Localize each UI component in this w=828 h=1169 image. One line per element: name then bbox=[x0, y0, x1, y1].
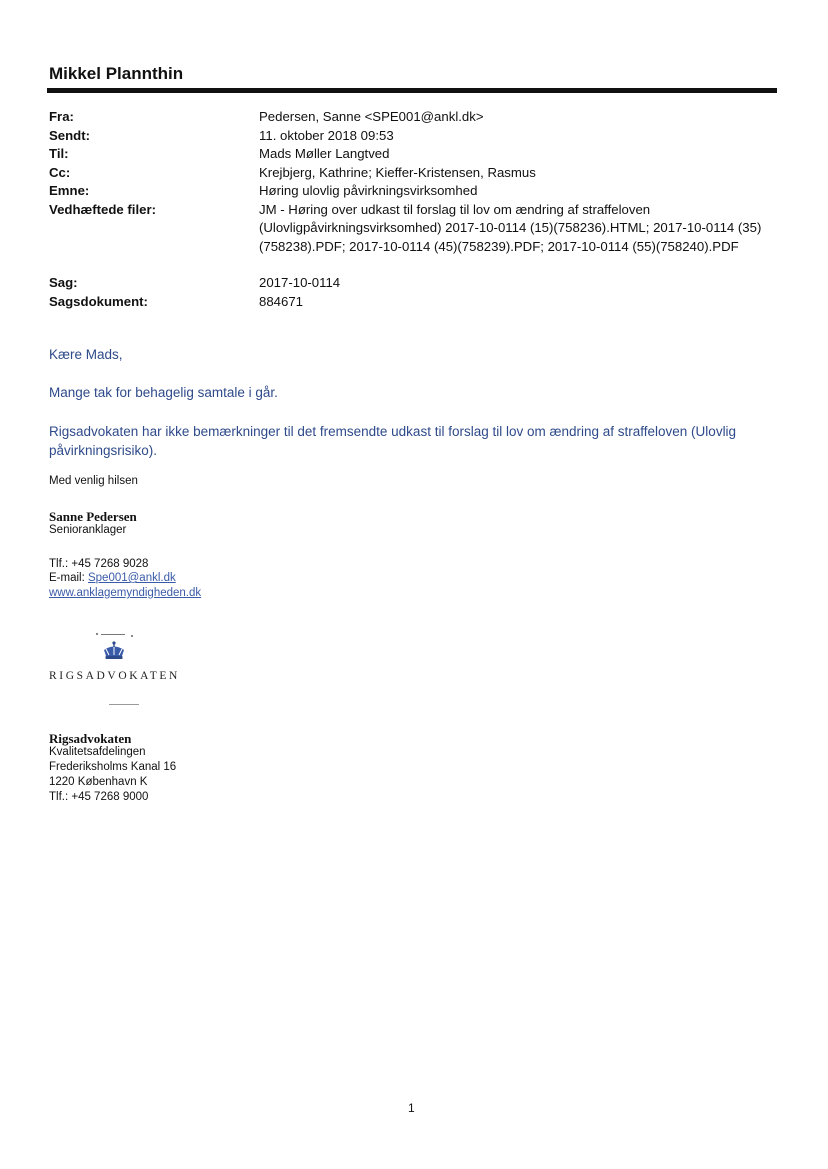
page-number: 1 bbox=[408, 1101, 415, 1115]
header-value: 11. oktober 2018 09:53 bbox=[259, 127, 394, 143]
signature-email-line bbox=[49, 571, 176, 586]
header-label: Sag: bbox=[49, 275, 78, 290]
sender-name: Mikkel Plannthin bbox=[49, 64, 184, 83]
signature-title: Senioranklager bbox=[49, 524, 127, 536]
office-department: Kvalitetsafdelingen bbox=[49, 746, 146, 758]
header-value: 2017-10-0114 bbox=[259, 275, 341, 290]
signature-phone: Tlf.: +45 7268 9028 bbox=[49, 558, 149, 570]
header-value: Pedersen, Sanne <SPE001@ankl.dk> bbox=[259, 109, 484, 124]
office-name: Rigsadvokaten bbox=[49, 731, 132, 746]
header-value: Krejbjerg, Kathrine; Kieffer-Kristensen, Rasmus bbox=[259, 164, 536, 180]
header-row-sent bbox=[49, 127, 789, 146]
office-street: Frederiksholms Kanal 16 bbox=[49, 761, 177, 773]
thanks-line: Mange tak for behagelig samtale i går. bbox=[49, 385, 278, 400]
logo-underline bbox=[109, 704, 139, 705]
office-city: 1220 København K bbox=[49, 776, 148, 788]
header-value: Mads Møller Langtved bbox=[259, 146, 390, 161]
header-gap bbox=[49, 256, 789, 274]
website-link[interactable]: www.anklagemyndigheden.dk bbox=[49, 587, 202, 599]
main-message: Rigsadvokaten har ikke bemærkninger til det fremsendte udkast til forslag til lov om ændring af straffeloven (Ulovlig påvirkningsrisiko). bbox=[49, 424, 737, 458]
signature-name: Sanne Pedersen bbox=[49, 509, 137, 524]
header-rule bbox=[47, 88, 777, 93]
header-row-case-document bbox=[49, 293, 789, 312]
header-row-to bbox=[49, 145, 789, 164]
header-label: Emne: bbox=[49, 183, 90, 198]
header-row-cc bbox=[49, 164, 789, 183]
header-label: Sendt: bbox=[49, 127, 91, 143]
rigsadvokaten-logo bbox=[49, 625, 209, 715]
email-label: E-mail: bbox=[49, 572, 85, 584]
header-value: 884671 bbox=[259, 293, 304, 309]
crown-icon bbox=[101, 640, 127, 662]
header-row-subject bbox=[49, 182, 789, 201]
header-row-attachments bbox=[49, 201, 789, 257]
office-phone: Tlf.: +45 7268 9000 bbox=[49, 791, 149, 803]
logo-dot bbox=[131, 635, 133, 637]
header-label: Vedhæftede filer: bbox=[49, 201, 156, 217]
header-row-case bbox=[49, 274, 789, 293]
header-label: Cc: bbox=[49, 164, 71, 180]
header-value: Høring ulovlig påvirkningsvirksomhed bbox=[259, 183, 478, 198]
email-link[interactable]: Spe001@ankl.dk bbox=[87, 572, 176, 584]
header-label: Sagsdokument: bbox=[49, 293, 148, 309]
header-label: Fra: bbox=[49, 109, 74, 124]
attachments-list: JM - Høring over udkast til forslag til lov om ændring af straffeloven (Ulovligpåvirkningsvirksomhed) 2017-10-0114 (15)(758236).HTML; 2017-10-0114 (35)(758238).PDF; 2017-10-0114 (45)(758239).PDF; 2017-10-0114 (55)(758240).PDF bbox=[259, 201, 762, 254]
header-label: Til: bbox=[49, 146, 69, 161]
closing: Med venlig hilsen bbox=[49, 475, 138, 487]
greeting: Kære Mads, bbox=[49, 347, 123, 362]
email-headers bbox=[49, 108, 789, 311]
logo-text: RIGSADVOKATEN bbox=[49, 670, 180, 682]
header-row-from bbox=[49, 108, 789, 127]
logo-dot bbox=[96, 633, 98, 635]
logo-dash bbox=[101, 634, 125, 635]
